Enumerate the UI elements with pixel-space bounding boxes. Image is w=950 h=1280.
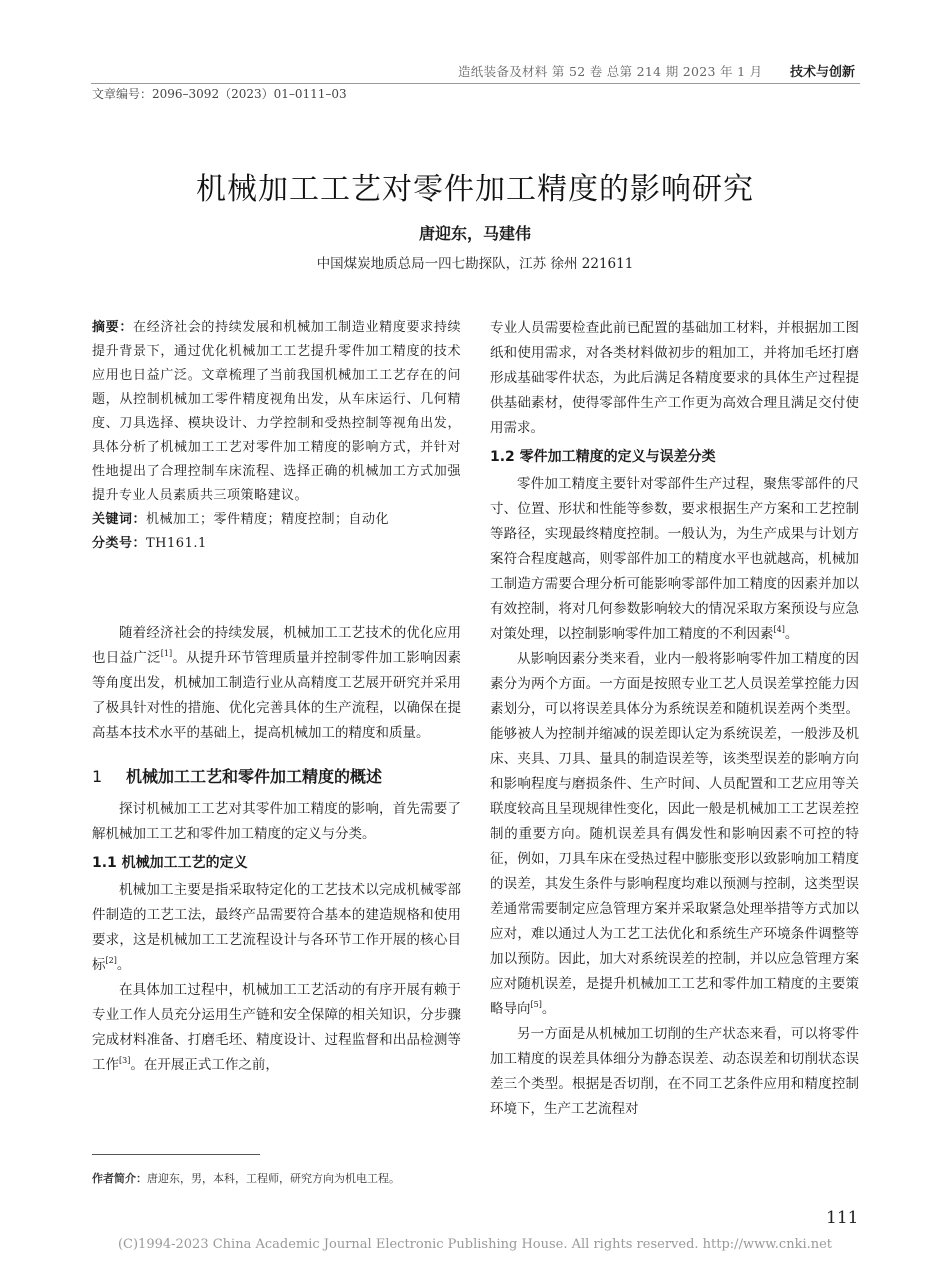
section-1-1-paragraph-1: 机械加工主要是指采取特定化的工艺技术以完成机械零部件制造的工艺工法，最终产品需要符合基本的建造规格和使用要求，这是机械加工工艺流程设计与各环节工作开展的核心目标[2]。: [92, 882, 461, 973]
citation-1: [1]: [160, 649, 173, 658]
citation-3: [3]: [119, 1056, 131, 1065]
footnote-rule: [92, 1154, 260, 1155]
continued-paragraph: 专业人员需要检查此前已配置的基础加工材料，并根据加工图纸和使用需求，对各类材料做初步的粗加工，并将加毛坯打磨形成基础零件状态，为此后满足各精度要求的具体生产过程提供基础素材，使得零部件生产工作更为高效合理且满足交付使用需求。: [490, 320, 859, 436]
section-1-title: 机械加工工艺和零件加工精度的概述: [126, 767, 383, 786]
section-1-number: 1: [92, 767, 103, 786]
header-rule: [91, 83, 860, 84]
keywords-text: 机械加工；零件精度；精度控制；自动化: [146, 512, 390, 527]
citation-4: [4]: [773, 625, 785, 634]
section-1-paragraph: 探讨机械加工工艺对其零件加工精度的影响，首先需要了解机械加工工艺和零件加工精度的定义与分类。: [92, 801, 461, 842]
intro-paragraph: 随着经济社会的持续发展，机械加工工艺技术的优化应用也日益广泛[1]。从提升环节管理质量并控制零件加工影响因素等角度出发，机械加工制造行业从高精度工艺展开研究并采用了极具针对性的措施、优化完善具体的生产流程，以确保在提高基本技术水平的基础上，提高机械加工的精度和质量。: [92, 625, 462, 741]
right-body: [490, 316, 859, 1122]
keywords-label: 关键词：: [92, 512, 147, 527]
section-label: 技术与创新: [790, 65, 856, 80]
abstract: [92, 316, 461, 508]
abstract-text: 在经济社会的持续发展和机械加工制造业精度要求持续提升背景下，通过优化机械加工工艺提升零件加工精度的技术应用也日益广泛。文章梳理了当前我国机械加工工艺存在的问题，从控制机械加工零件精度视角出发，从车床运行、几何精度、刀具选择、模块设计、力学控制和受热控制等视角出发，具体分析了机械加工工艺对零件加工精度的影响方式，并针对性地提出了合理控制车床流程、选择正确的机械加工方式加强提升专业人员素质共三项策略建议。: [92, 320, 461, 503]
section-1-heading: [92, 764, 461, 787]
section-1-2-paragraph-3: 另一方面是从机械加工切削的生产状态来看，可以将零件加工精度的误差具体细分为静态误差、动态误差和切削状态误差三个类型。根据是否切削，在不同工艺条件应用和精度控制环境下，生产工艺流程对: [490, 1026, 859, 1117]
footnote-label: 作者简介：: [92, 1172, 147, 1185]
section-1-1-paragraph-2: 在具体加工过程中，机械加工工艺活动的有序开展有赖于专业工作人员充分运用生产链和安全保障的相关知识，分步骤完成材料准备、打磨毛坯、精度设计、过程监督和出品检测等工作[3]。在开展正式工作之前，: [92, 982, 461, 1073]
page-number: 111: [826, 1208, 859, 1228]
footnote-text: 唐迎东，男，本科，工程师，研究方向为机电工程。: [147, 1172, 400, 1185]
author-footnote: [92, 1170, 400, 1186]
section-1-2-paragraph-2: 从影响因素分类来看，业内一般将影响零件加工精度的因素分为两个方面。一方面是按照专业工艺人员误差掌控能力因素划分，可以将误差具体分为系统误差和随机误差两个类型。能够被人为控制并缩减的误差即认定为系统误差，一般涉及机床、夹具、刀具、量具的制造误差等，该类型误差的影响方向和影响程度与磨损条件、生产时间、人员配置和工艺应用等关联度较高且呈现规律性变化，因此一般是机械加工工艺误差控制的重要方向。随机误差具有偶发性和影响因素不可控的特征，例如，刀具车床在受热过程中膨胀变形以致影响加工精度的误差，其发生条件与影响程度均难以预测与控制，这类型误差通常需要制定应急管理方案并采取紧急处理举措等方式加以应对，难以通过人为工艺工法优化和系统生产环境条件调整等加以预防。因此，加大对系统误差的控制，并以应急管理方案应对随机误差，是提升机械加工工艺和零件加工精度的主要策略导向[5]。: [490, 651, 859, 1017]
section-1-2-heading: 1.2 零件加工精度的定义与误差分类: [490, 449, 716, 465]
right-column: [490, 316, 859, 1122]
section-1-1-heading: 1.1 机械加工工艺的定义: [92, 855, 248, 871]
classification-label: 分类号：: [92, 536, 147, 551]
journal-header: 造纸装备及材料 第 52 卷 总第 214 期 2023 年 1 月: [458, 64, 763, 79]
citation-2: [2]: [105, 956, 117, 965]
citation-5: [5]: [530, 1000, 542, 1009]
article-number: 文章编号：2096–3092（2023）01–0111–03: [92, 87, 347, 101]
affiliation: 中国煤炭地质总局一四七勘探队，江苏 徐州 221611: [316, 256, 634, 272]
keywords: [92, 508, 461, 556]
classification-text: TH161.1: [146, 536, 207, 551]
authors: 唐迎东，马建伟: [418, 224, 531, 243]
left-column: [92, 316, 461, 1078]
abstract-label: 摘要：: [92, 320, 134, 335]
section-1-2-paragraph-1: 零件加工精度主要针对零部件生产过程，聚焦零部件的尺寸、位置、形状和性能等参数，要求根据生产方案和工艺控制等路径，实现最终精度控制。一般认为，为生产成果与计划方案符合程度越高，则零部件加工的精度水平也就越高，机械加工制造方需要合理分析可能影响零部件加工精度的因素并加以有效控制，将对几何参数影响较大的情况采取方案预设与应急对策处理，以控制影响零件加工精度的不利因素[4]。: [490, 476, 859, 642]
left-body: [92, 621, 461, 1078]
copyright-watermark: (C)1994-2023 China Academic Journal Electronic Publishing House. All rights reserved. http://www.cnki.net: [117, 1237, 833, 1252]
paper-title: 机械加工工艺对零件加工精度的影响研究: [196, 172, 754, 207]
